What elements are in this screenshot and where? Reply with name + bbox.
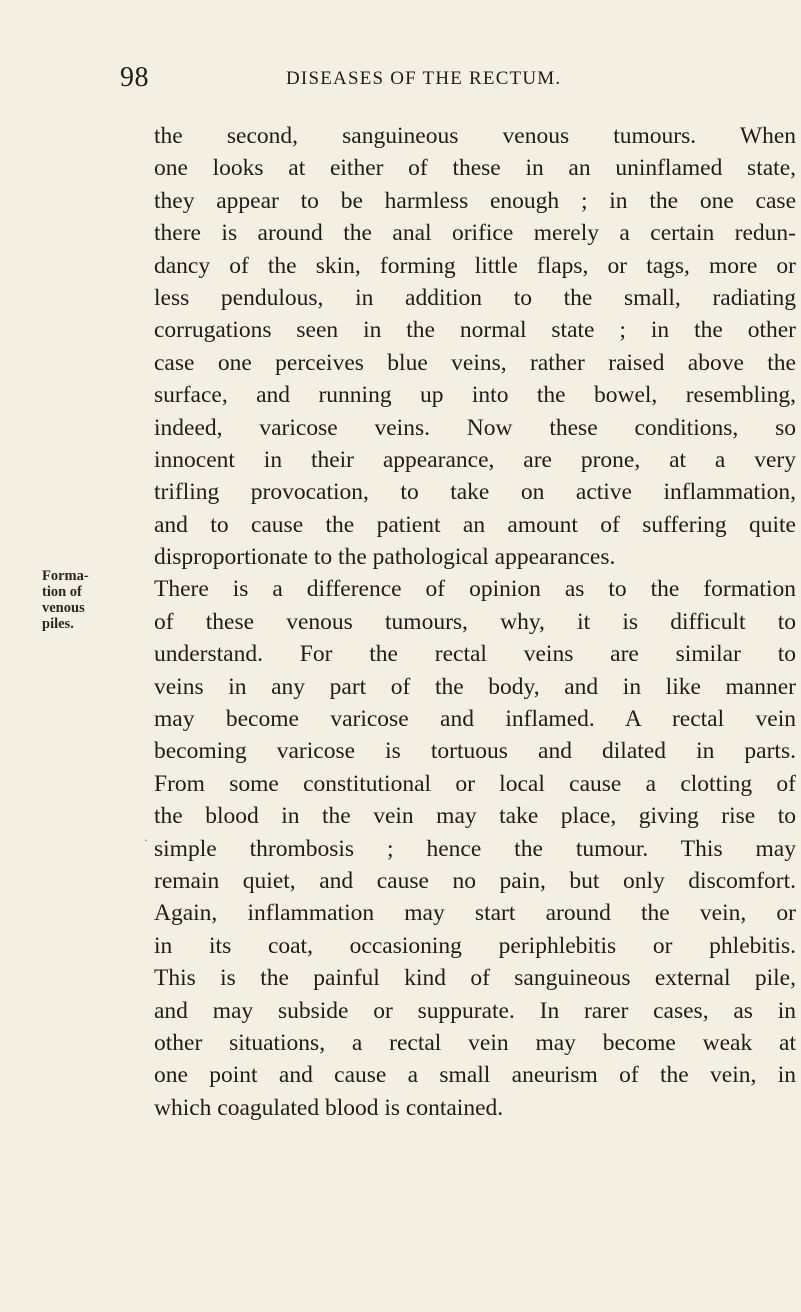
ink-mark: ˎ — [144, 828, 148, 842]
page-number: 98 — [120, 62, 149, 93]
text-line: one point and cause a small aneurism of the vein, in — [154, 1062, 796, 1089]
running-head — [120, 62, 780, 96]
text-line: case one perceives blue veins, rather raised above the — [154, 349, 796, 376]
text-line: the blood in the vein may take place, giving rise to — [154, 803, 796, 830]
text-line: may become varicose and inflamed. A rectal vein — [154, 706, 796, 733]
text-line: veins in any part of the body, and in like manner — [154, 673, 796, 700]
text-line: which coagulated blood is contained. — [154, 1094, 504, 1121]
text-line: remain quiet, and cause no pain, but only discomfort. — [154, 867, 796, 894]
text-line: From some constitutional or local cause a clotting of — [154, 770, 796, 797]
text-line: and may subside or suppurate. In rarer cases, as in — [154, 997, 796, 1024]
text-line: in its coat, occasioning periphlebitis or phlebitis. — [154, 932, 796, 959]
text-line: This is the painful kind of sanguineous external pile, — [154, 965, 796, 992]
text-line: Again, inflammation may start around the vein, or — [154, 900, 796, 927]
text-line: the second, sanguineous venous tumours. When — [154, 123, 796, 149]
text-line: disproportionate to the pathological appearances. — [154, 544, 616, 571]
text-line: they appear to be harmless enough ; in the one case — [154, 187, 796, 214]
text-line: There is a difference of opinion as to the formation — [154, 576, 796, 603]
text-line: innocent in their appearance, are prone, at a very — [154, 446, 796, 473]
text-line: there is around the anal orifice merely a certain redun- — [154, 220, 796, 247]
text-line: becoming varicose is tortuous and dilated in parts. — [154, 738, 796, 765]
margin-note-line: piles. — [42, 616, 74, 632]
margin-note-line: Forma- — [42, 568, 89, 584]
text-line: trifling provocation, to take on active inflammation, — [154, 479, 796, 506]
text-line: surface, and running up into the bowel, resembling, — [154, 382, 796, 409]
margin-note-line: venous — [42, 600, 85, 616]
text-line: one looks at either of these in an uninflamed state, — [154, 155, 796, 182]
text-line: simple thrombosis ; hence the tumour. This may — [154, 835, 796, 862]
text-line: less pendulous, in addition to the small, radiating — [154, 284, 796, 311]
text-line: indeed, varicose veins. Now these conditions, so — [154, 414, 796, 441]
text-line: dancy of the skin, forming little flaps, or tags, more or — [154, 252, 796, 279]
text-line: other situations, a rectal vein may become weak at — [154, 1029, 796, 1056]
text-line: and to cause the patient an amount of suffering quite — [154, 511, 796, 538]
text-line: of these venous tumours, why, it is difficult to — [154, 608, 796, 635]
text-line: understand. For the rectal veins are similar to — [154, 641, 796, 668]
body-text — [154, 120, 796, 1124]
margin-note — [42, 568, 122, 632]
margin-note-line: tion of — [42, 584, 82, 600]
text-line: corrugations seen in the normal state ; in the other — [154, 317, 796, 344]
running-title: DISEASES OF THE RECTUM. — [286, 68, 562, 89]
